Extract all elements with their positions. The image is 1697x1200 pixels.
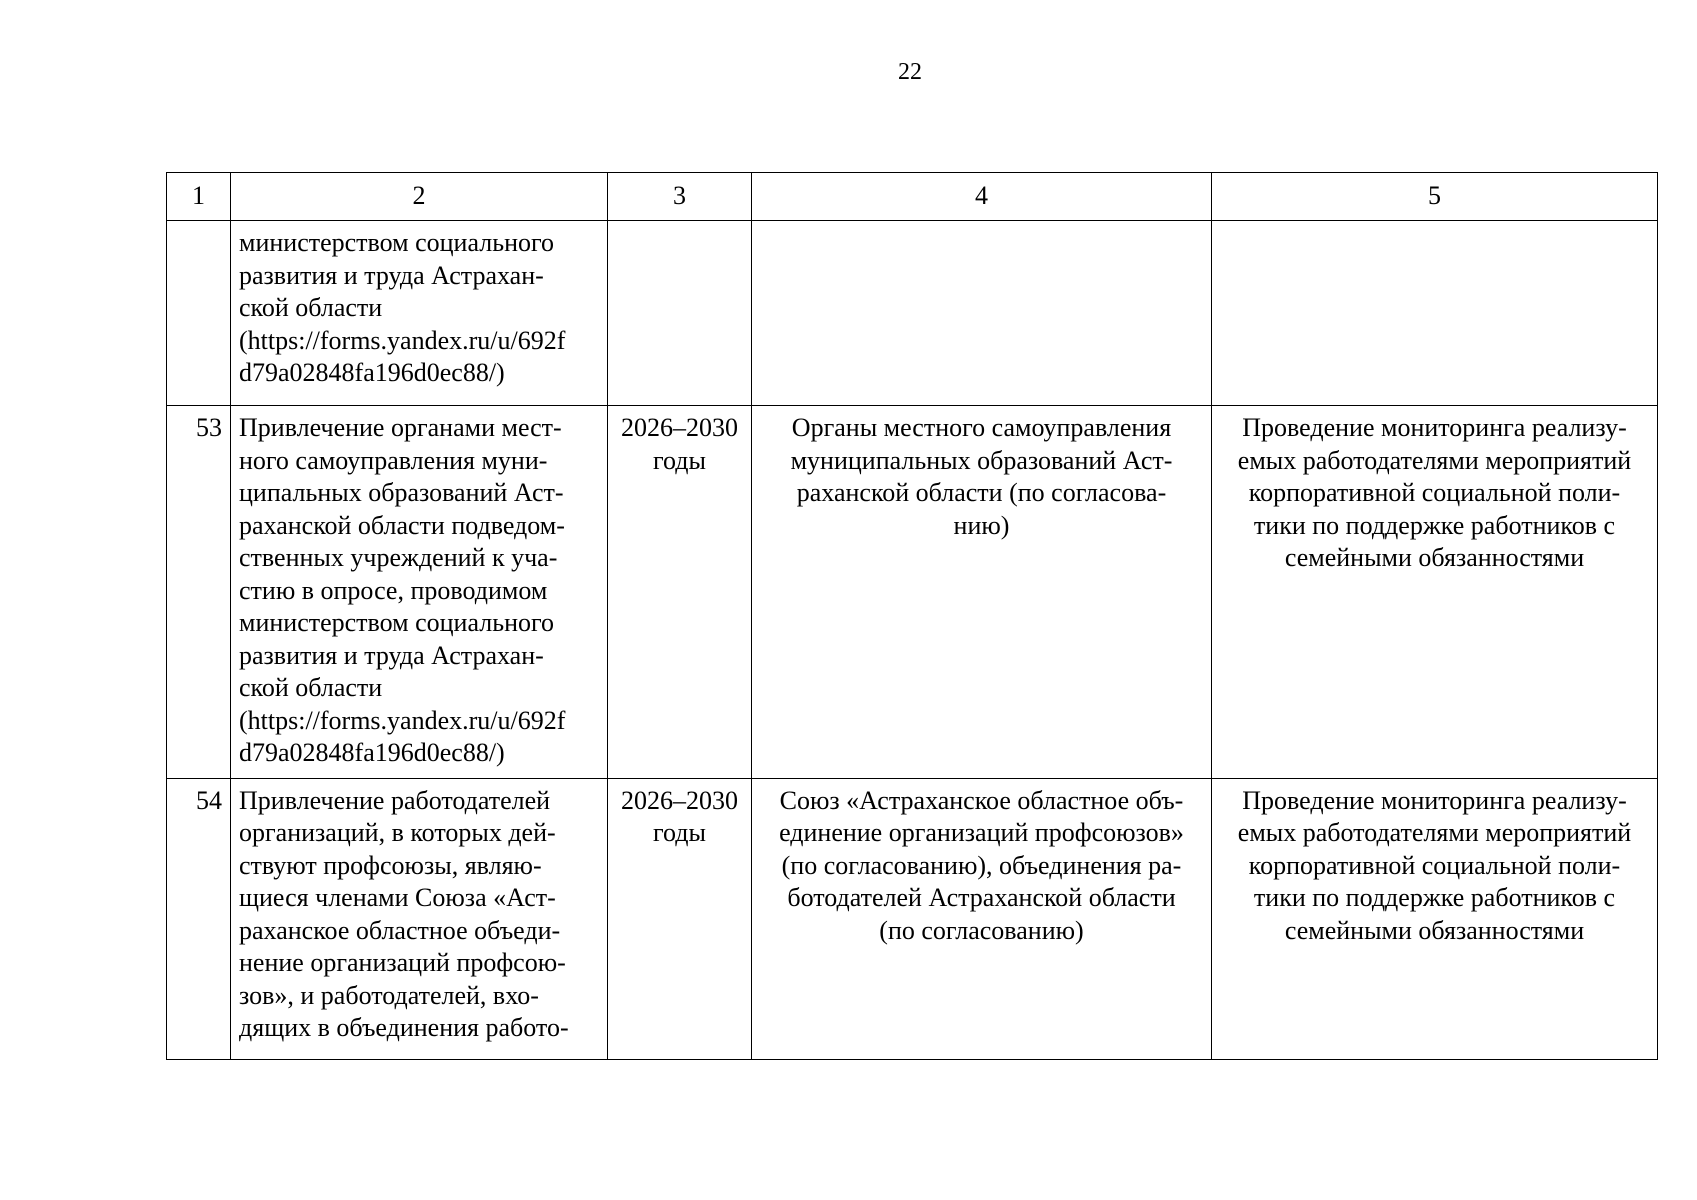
column-header-4: 4 [752, 173, 1212, 221]
executors-cell [752, 406, 1212, 779]
cell-text-line: Союз «Астраханское областное объ- [779, 785, 1184, 815]
executors-cell [752, 778, 1212, 1059]
cell-text-line: Органы местного самоуправления [791, 413, 1172, 442]
activity-cell [231, 778, 608, 1059]
cell-text-line: емых работодателями мероприятий [1237, 818, 1632, 847]
cell-text-line: ствуют профсоюзы, являю- [239, 850, 542, 880]
result-cell [1212, 221, 1658, 406]
cell-text-line: семейными обязанностями [1284, 915, 1585, 945]
cell-text-line: ного самоуправления муни- [239, 445, 548, 475]
cell-text-line: нение организаций профсою- [239, 948, 566, 977]
cell-text-line: ственных учреждений к уча- [239, 543, 558, 572]
cell-text-line: ской области [239, 293, 383, 322]
cell-text-line: (по согласованию) [879, 915, 1084, 945]
cell-text-line: стию в опросе, проводимом [239, 575, 548, 605]
cell-text-line: щиеся членами Союза «Аст- [239, 883, 556, 912]
cell-text-line: муниципальных образований Аст- [790, 445, 1173, 475]
column-header-2: 2 [231, 173, 608, 221]
cell-text-line: (https://forms.yandex.ru/u/692f [239, 705, 566, 735]
cell-text-line: емых работодателями мероприятий [1237, 445, 1632, 475]
cell-text-line: годы [653, 445, 706, 475]
row-number: 53 [196, 413, 222, 442]
cell-text-line: d79a02848fa196d0ec88/) [239, 738, 505, 767]
cell-text-line: тики по поддержке работников с [1253, 883, 1616, 912]
activity-cell [231, 221, 608, 406]
cell-text-line: d79a02848fa196d0ec88/) [239, 358, 505, 387]
table-row [167, 406, 1658, 779]
period-cell [608, 221, 752, 406]
cell-text-line: корпоративной социальной поли- [1248, 850, 1621, 880]
result-cell [1212, 778, 1658, 1059]
row-number-cell [167, 221, 231, 406]
cell-text-line: (https://forms.yandex.ru/u/692f [239, 325, 566, 355]
cell-text-line: годы [653, 818, 706, 847]
activity-cell [231, 406, 608, 779]
row-number: 54 [196, 785, 222, 815]
cell-text-line: семейными обязанностями [1284, 543, 1585, 572]
cell-text-line: ской области [239, 673, 383, 702]
cell-text-line: (по согласованию), объединения ра- [781, 850, 1182, 880]
cell-text-line: развития и труда Астрахан- [239, 260, 544, 290]
table-header-row [167, 173, 1658, 221]
page-number: 22 [898, 59, 922, 85]
executors-cell [752, 221, 1212, 406]
result-cell [1212, 406, 1658, 779]
cell-text-line: Проведение мониторинга реализу- [1242, 413, 1627, 442]
row-number-cell [167, 406, 231, 779]
cell-text-line: 2026–2030 [621, 785, 738, 815]
cell-text-line: 2026–2030 [621, 413, 738, 442]
cell-text-line: зов», и работодателей, вхо- [239, 980, 539, 1010]
period-cell [608, 406, 752, 779]
cell-text-line: министерством социального [239, 608, 554, 637]
table-row [167, 778, 1658, 1059]
cell-text-line: корпоративной социальной поли- [1248, 478, 1621, 507]
column-header-1: 1 [167, 173, 231, 221]
cell-text-line: Привлечение органами мест- [239, 413, 562, 442]
cell-text-line: единение организаций профсоюзов» [779, 818, 1184, 847]
cell-text-line: раханской области (по согласова- [796, 478, 1167, 507]
column-header-5: 5 [1212, 173, 1658, 221]
cell-text-line: ципальных образований Аст- [239, 478, 564, 507]
cell-text-line: ботодателей Астраханской области [787, 883, 1176, 912]
cell-text-line: тики по поддержке работников с [1253, 510, 1616, 540]
cell-text-line: раханское областное объеди- [239, 915, 561, 945]
table-row [167, 221, 1658, 406]
measures-table [166, 172, 1658, 1060]
cell-text-line: дящих в объединения работо- [239, 1013, 569, 1042]
column-header-3: 3 [608, 173, 752, 221]
cell-text-line: развития и труда Астрахан- [239, 640, 544, 670]
cell-text-line: Проведение мониторинга реализу- [1242, 785, 1627, 815]
cell-text-line: Привлечение работодателей [239, 785, 551, 815]
period-cell [608, 778, 752, 1059]
cell-text-line: министерством социального [239, 228, 554, 257]
row-number-cell [167, 778, 231, 1059]
cell-text-line: организаций, в которых дей- [239, 818, 556, 847]
cell-text-line: раханской области подведом- [239, 510, 565, 540]
cell-text-line: нию) [953, 510, 1010, 540]
